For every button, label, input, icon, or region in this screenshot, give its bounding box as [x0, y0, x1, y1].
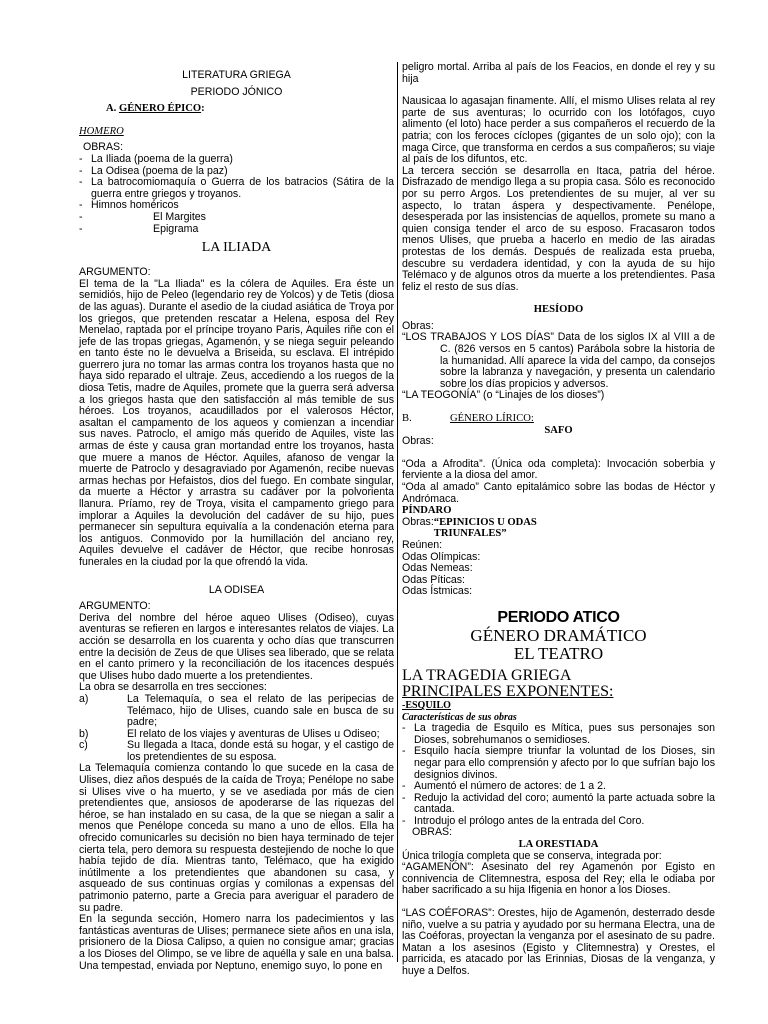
pindaro-title: PÍNDARO: [402, 505, 452, 517]
hesiodo-obras-label: Obras:: [402, 319, 434, 332]
minor-works-list: [79, 212, 394, 235]
oda-item: Odas Nemeas:: [402, 562, 473, 575]
principales-heading: PRINCIPALES EXPONENTES:: [402, 682, 614, 700]
genre-colon: :: [201, 103, 205, 115]
list-item: - Redujo la actividad del coro; aumentó la parte actuada sobre la cantada.: [402, 791, 715, 816]
caracteristicas-heading: Características de sus obras: [402, 711, 517, 723]
right-column: [402, 62, 715, 978]
trabajos-text: Data de los siglos IX al VIII a de C. (826 versos en 5 cantos) Parábola sobre la historia de la humanidad. Allí aparece la vida del campo, da consejos sobre la labranza y navegación, y presenta un calendario sobre los días propicios y adversos.: [440, 331, 715, 390]
agamenon-text: : Asesinato del rey Agamenón por Egisto en connivencia de Clitemnestra, esposa del Rey; ella le odiaba por haber sacrificado a su hija Ifigenia en honor a los Dioses.: [402, 861, 715, 897]
coeforas-text: : Orestes, hijo de Agamenón, desterrado desde niño, vuelve a su patria y ayudado por su hermana Electra, una de las Coéforas, proyectan la venganza por el asesinato de su padre. Matan a los asesinos (Egisto y Clitemnestra) y Orestes, el parricida, es atacado por las Erinnias, Diosas de la venganza, y huye a Delfos.: [402, 907, 715, 977]
works-list: [79, 154, 394, 212]
odisea-title: LA ODISEA: [208, 583, 265, 596]
hesiodo-title: HESÍODO: [533, 304, 584, 316]
list-item: - Introdujo el prólogo antes de la entrada del Coro.: [402, 814, 645, 827]
oda-item: Odas Olímpicas:: [402, 550, 481, 563]
teogonia-entry: “LA TEOGONÍA” (o “Linajes de los dioses”): [402, 389, 605, 402]
trabajos-entry: [402, 332, 715, 390]
agamenon-entry: [402, 862, 715, 897]
pindaro-obras-label: Obras:: [402, 515, 434, 528]
list-item: - Epigrama: [79, 222, 199, 235]
obras-label: OBRAS:: [83, 141, 124, 154]
genre-heading: [79, 103, 394, 115]
list-item: - Esquilo hacía siempre triunfar la voluntad de los Dioses, sin negar para ello comprensión y afecto por lo que sufrían bajo los designios divinos.: [402, 745, 715, 781]
list-item: - La Iliada (poema de la guerra): [79, 152, 233, 165]
genre-name: GÉNERO ÉPICO: [118, 103, 202, 115]
oda-afrodita: “Oda a Afrodita”. (Única oda completa): Invocación soberbia y ferviente a la diosa del amor.: [402, 457, 715, 482]
list-item: b) El relato de los viajes y aventuras de Ulises u Odiseo;: [79, 727, 380, 740]
tragedia-griega-heading: LA TRAGEDIA GRIEGA: [402, 666, 572, 684]
sections-list: [79, 694, 394, 764]
doc-title: LITERATURA GRIEGA: [182, 69, 291, 81]
pindaro-obras: [402, 517, 715, 540]
coeforas-title: “LAS COÉFORAS”: [402, 907, 492, 920]
list-item: - La batrocomiomaquía o Guerra de los batracios (Sátira de la guerra entre griegos y troyanos.: [79, 176, 394, 200]
odisea-continuation: peligro mortal. Arriba al país de los Feacios, en donde el rey y su hija: [402, 61, 715, 85]
odisea-argumento-label: ARGUMENTO:: [79, 600, 151, 613]
periodo-atico-heading: PERIODO ATICO: [497, 608, 620, 626]
list-item: a) La Telemaquía, o sea el relato de las peripecias de Telémaco, hijo de Ulises, cuando sale en busca de su padre;: [79, 692, 394, 729]
list-item: - Himnos homéricos: [79, 199, 179, 212]
list-item: - La tragedia de Esquilo es Mítica, pues sus personajes son Dioses, sobrehumanos o semidioses.: [402, 722, 715, 746]
orestiada-intro: Única trilogía completa que se conserva, integrada por:: [402, 849, 662, 862]
lirico-letter: B.: [402, 413, 412, 425]
el-teatro-heading: EL TEATRO: [513, 643, 604, 663]
coeforas-entry: [402, 908, 715, 978]
lirico-heading: [402, 413, 715, 425]
telemaquia-text: La Telemaquía comienza contando lo que sucede en la casa de Ulises, diez años después de la caída de Troya; Penélope no sabe si Ulises vive o ha muerto, y se ve asediada por más de cien pretendientes que, ansiosos de apoderarse de las riquezas del héroe, se han instalado en su casa, de la que se niegan a salir a menos que Penélope conceda su mano a uno de ellos. Ella ha ofrecido comunicarles su decisión no bien haya terminado de tejer cierta tela, pero demora su respuesta destejiendo de noche lo que había tejido de día. Mientras tanto, Telémaco, que ha exigido inútilmente a los pretendientes que abandonen su casa, y asqueado de sus continuas orgías y comilonas a expensas del patrimonio paterno, parte a Grecia para averiguar el paradero de su padre.: [79, 762, 394, 914]
author-homero: HOMERO: [79, 125, 124, 137]
genre-letter: A.: [106, 103, 117, 115]
esquilo-obras-label: OBRAS:: [412, 826, 453, 839]
epinicios-title: “EPINICIOS U ODAS TRIUNFALES”: [433, 516, 537, 540]
orestiada-title: LA ORESTIADA: [518, 839, 599, 851]
list-item: - El Margites: [79, 210, 206, 223]
iliada-title: LA ILIADA: [201, 240, 272, 256]
tercera-seccion-text: La tercera sección se desarrolla en Itaca, patria del héroe. Disfrazado de mendigo llega a su propia casa. Sólo es reconocido por su perro Argos. Los pretendientes de su mujer, al ver su aspecto, lo tratan áspera y despectivamente. Penélope, desesperada por las insistencias de aquellos, promete su mano a quien consiga tender el arco de su esposo. Fracasaron todos menos Ulises, que prueba a hacerlo en medio de las airadas protestas de los demás. Después de realizada esta prueba, descubre su verdadera identidad, y con la ayuda de su hijo Telémaco y de algunos otros da muerte a los pretendientes. Pasa feliz el resto de sus días.: [402, 164, 715, 293]
list-item: - Aumentó el número de actores: de 1 a 2.: [402, 780, 606, 793]
oda-item: Odas Píticas:: [402, 573, 465, 586]
lirico-name: GÉNERO LÍRICO:: [450, 413, 534, 425]
oda-item: Odas Ístmicas:: [402, 585, 473, 598]
segunda-seccion-text: En la segunda sección, Homero narra los padecimientos y las fantásticas aventuras de Ulises; permanece siete años en una isla, prisionero de la Diosa Calipso, a quien no consigue amar; gracias a los Dioses del Olimpo, se ve libre de aquélla y sale en una balsa. Una tempestad, enviada por Neptuno, enemigo suyo, lo pone en: [79, 913, 394, 972]
safo-obras-label: Obras:: [402, 435, 434, 448]
left-column: [79, 62, 394, 972]
column-divider: [397, 62, 398, 962]
oda-amado: “Oda al amado” Canto epitalámico sobre las bodas de Héctor y Andrómaca.: [402, 481, 715, 505]
esquilo-heading: -ESQUILO: [402, 699, 451, 711]
safo-title: SAFO: [544, 424, 573, 436]
trabajos-title: “LOS TRABAJOS Y LOS DÍAS”: [402, 331, 554, 344]
odisea-intro: Deriva del nombre del héroe aqueo Ulises (Odiseo), cuyas aventuras se refieren en largos e interesantes relatos de viajes. La acción se desarrolla en los cuarenta y ocho días que transcurren entre la decisión de Zeus de que Ulises sea liberado, que se relata en el canto primero y la reconciliación de los itacences después que Ulises hubo dado muerte a los pretendientes.: [79, 611, 394, 682]
nausicaa-text: Nausicaa lo agasajan finamente. Allí, el mismo Ulises relata al rey parte de sus aventuras; lo ocurrido con los lotófagos, cuyo alimento (el loto) hace perder a sus compañeros el recuerdo de la patria; con los feroces cíclopes (gigantes de un solo ojo); con la maga Circe, que transforma en cerdos a sus compañeros; su viaje al país de los difuntos, etc.: [402, 95, 715, 166]
reunen-label: Reúnen:: [402, 538, 443, 551]
list-item: - La Odisea (poema de la paz): [79, 164, 228, 177]
genero-dramatico-heading: GÉNERO DRAMÁTICO: [470, 625, 647, 645]
sections-intro: La obra se desarrolla en tres secciones:: [79, 681, 267, 694]
period-heading: PERIODO JÓNICO: [190, 85, 283, 98]
list-item: c) Su llegada a Itaca, donde está su hogar, y el castigo de los pretendientes de su esposa.: [79, 739, 394, 763]
agamenon-title: “AGAMENÓN”: [402, 861, 471, 874]
argumento-label: ARGUMENTO:: [79, 266, 151, 279]
caracteristicas-list: [402, 723, 715, 827]
iliada-text: El tema de la "La Iliada" es la cólera de Aquiles. Era éste un semidiós, hijo de Peleo (legendario rey de Yolcos) y de Tetis (diosa de las aguas). Durante el asedio de la ciudad asiática de Troya por los griegos, que pretenden rescatar a Helena, esposa del Rey Menelao, raptada por el príncipe troyano Paris, Aquiles riñe con el jefe de las tropas griegas, Agamenón, y se niega seguir peleando en tanto éste no le devuelva a Briseida, su esclava. El intrépido guerrero jura no tomar las armas contra los troyanos hasta que no haya sido reparado el ultraje. Zeus, accediendo a los ruegos de la diosa Tetis, madre de Aquiles, promete que la guerra será adversa a los griegos hasta que den satisfacción al más temible de sus héroes. Los troyanos, acaudillados por el valerosos Héctor, asaltan el campamento de los aqueos y comienzan a incendiar sus naves. Patroclo, el amigo más querido de Aquiles, viste las armas de éste y causa gran mortandad entre los troyanos, hasta que muere a manos de Héctor. Aquiles, afanoso de vengar la muerte de Patroclo y desagraviado por Agamenón, recibe nuevas armas hechas por Hefaistos, dios del fuego. En combate singular, da muerte a Héctor y arrastra su cadáver por la polvorienta llanura. Príamo, rey de Troya, visita el campamento griego para implorar a Aquiles la devolución del cadáver de su hijo, pues permanecer sin sepultura equivalía a la condenación eterna para los antiguos. Conmovido por la humillación del anciano rey, Aquiles devuelve el cadáver de Héctor, que recibe honrosas funerales en la ciudad por la que ofrendó la vida.: [79, 277, 394, 568]
